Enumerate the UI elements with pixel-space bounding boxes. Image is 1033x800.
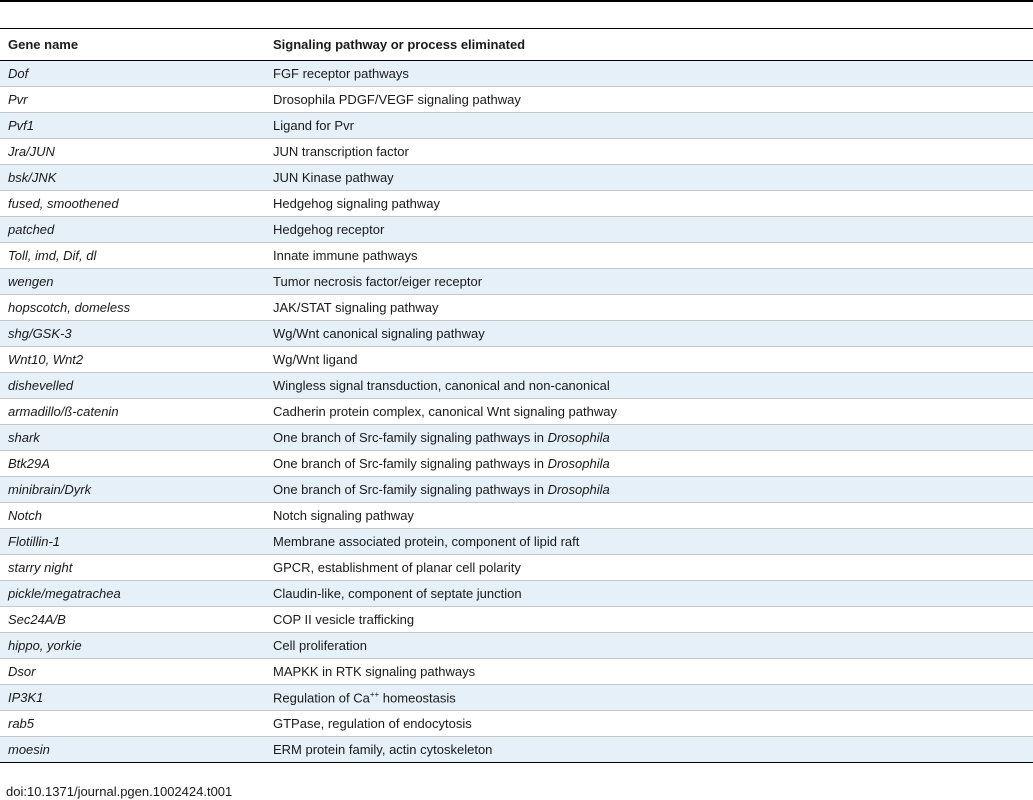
pathway-cell <box>265 737 1033 763</box>
table-row <box>0 269 1033 295</box>
pathway-cell <box>265 61 1033 87</box>
gene-name-cell: Btk29A <box>8 456 50 471</box>
table-row <box>0 347 1033 373</box>
gene-name-cell: Toll, imd, Dif, dl <box>8 248 97 263</box>
gene-name-cell: hopscotch, domeless <box>8 300 131 315</box>
pathway-cell <box>265 113 1033 139</box>
pathway-organism: Drosophila <box>547 482 610 497</box>
gene-name-cell: Dof <box>8 66 29 81</box>
pathway-text: Tumor necrosis factor/eiger receptor <box>273 274 483 289</box>
doi-caption: doi:10.1371/journal.pgen.1002424.t001 <box>6 784 233 799</box>
pathway-organism: Drosophila <box>547 430 610 445</box>
pathway-cell <box>265 503 1033 529</box>
table-row <box>0 399 1033 425</box>
pathway-cell <box>265 399 1033 425</box>
pathway-cell <box>265 685 1033 711</box>
gene-name-cell: shg/GSK-3 <box>8 326 72 341</box>
gene-name-cell: armadillo/ß-catenin <box>8 404 119 419</box>
pathway-text: JAK/STAT signaling pathway <box>273 300 439 315</box>
gene-name-cell: hippo, yorkie <box>8 638 82 653</box>
pathway-text: MAPKK in RTK signaling pathways <box>273 664 476 679</box>
table-row <box>0 607 1033 633</box>
pathway-text: Cadherin protein complex, canonical Wnt signaling pathway <box>273 404 617 419</box>
gene-name-cell: Notch <box>8 508 42 523</box>
pathway-cell <box>265 217 1033 243</box>
table-row <box>0 633 1033 659</box>
pathway-text: Wg/Wnt canonical signaling pathway <box>273 326 485 341</box>
pathway-text: One branch of Src-family signaling pathways in <box>273 430 548 445</box>
gene-name-cell: wengen <box>8 274 54 289</box>
pathway-cell <box>265 607 1033 633</box>
gene-name-cell: dishevelled <box>8 378 74 393</box>
gene-name-cell: Pvf1 <box>8 118 35 133</box>
pathway-text: Hedgehog signaling pathway <box>273 196 440 211</box>
table-row <box>0 295 1033 321</box>
table-row <box>0 477 1033 503</box>
pathway-cell <box>265 321 1033 347</box>
pathway-cell <box>265 373 1033 399</box>
pathway-text: ERM protein family, actin cytoskeleton <box>273 742 493 757</box>
gene-name-cell: Sec24A/B <box>8 612 66 627</box>
pathway-text: Ligand for Pvr <box>273 118 354 133</box>
table-row <box>0 659 1033 685</box>
pathway-cell <box>265 451 1033 477</box>
pathway-cell <box>265 347 1033 373</box>
gene-name-cell: shark <box>8 430 40 445</box>
pathway-text: GPCR, establishment of planar cell polarity <box>273 560 521 575</box>
pathway-cell <box>265 295 1033 321</box>
gene-table-container <box>0 28 1033 763</box>
gene-name-cell: IP3K1 <box>8 690 44 705</box>
header-row <box>0 29 1033 61</box>
pathway-text: Membrane associated protein, component of lipid raft <box>273 534 580 549</box>
gene-name-cell: Flotillin-1 <box>8 534 61 549</box>
table-row <box>0 737 1033 763</box>
pathway-text-suffix: homeostasis <box>379 690 456 706</box>
table-header <box>0 29 1033 61</box>
pathway-cell <box>265 581 1033 607</box>
table-row <box>0 373 1033 399</box>
table-row <box>0 503 1033 529</box>
table-row <box>0 581 1033 607</box>
gene-name-cell: Dsor <box>8 664 36 679</box>
gene-name-cell: minibrain/Dyrk <box>8 482 92 497</box>
table-row <box>0 217 1033 243</box>
table-row <box>0 529 1033 555</box>
pathway-organism: Drosophila <box>547 456 610 471</box>
table-row <box>0 451 1033 477</box>
pathway-text: Drosophila PDGF/VEGF signaling pathway <box>273 92 521 107</box>
pathway-text: Notch signaling pathway <box>273 508 414 523</box>
table-row <box>0 191 1033 217</box>
pathway-text: Claudin-like, component of septate junction <box>273 586 522 601</box>
pathway-cell <box>265 243 1033 269</box>
pathway-cell <box>265 529 1033 555</box>
pathway-text: One branch of Src-family signaling pathways in <box>273 456 548 471</box>
pathway-text: Wg/Wnt ligand <box>273 352 358 367</box>
pathway-text: Cell proliferation <box>273 638 367 653</box>
gene-name-cell: pickle/megatrachea <box>8 586 121 601</box>
pathway-text: Hedgehog receptor <box>273 222 385 237</box>
gene-name-cell: rab5 <box>8 716 35 731</box>
pathway-superscript: ++ <box>369 689 380 699</box>
pathway-text: GTPase, regulation of endocytosis <box>273 716 472 731</box>
header-gene-name: Gene name <box>8 37 79 52</box>
table-row <box>0 321 1033 347</box>
table-row <box>0 139 1033 165</box>
pathway-text: Innate immune pathways <box>273 248 418 263</box>
table-row <box>0 555 1033 581</box>
header-pathway: Signaling pathway or process eliminated <box>273 37 526 52</box>
pathway-cell <box>265 87 1033 113</box>
table-row <box>0 685 1033 711</box>
table-row <box>0 113 1033 139</box>
gene-table <box>0 28 1033 763</box>
gene-name-cell: bsk/JNK <box>8 170 57 185</box>
pathway-cell <box>265 659 1033 685</box>
pathway-text: JUN transcription factor <box>273 144 409 159</box>
table-row <box>0 165 1033 191</box>
gene-name-cell: patched <box>8 222 55 237</box>
gene-name-cell: moesin <box>8 742 50 757</box>
pathway-text: COP II vesicle trafficking <box>273 612 415 627</box>
gene-name-cell: Pvr <box>8 92 28 107</box>
pathway-text: JUN Kinase pathway <box>273 170 394 185</box>
table-row <box>0 425 1033 451</box>
table-body <box>0 61 1033 763</box>
pathway-text: One branch of Src-family signaling pathways in <box>273 482 548 497</box>
pathway-cell <box>265 711 1033 737</box>
top-rule <box>0 0 1033 2</box>
table-row <box>0 61 1033 87</box>
pathway-cell <box>265 555 1033 581</box>
gene-name-cell: fused, smoothened <box>8 196 119 211</box>
pathway-cell <box>265 633 1033 659</box>
pathway-text: Wingless signal transduction, canonical and non-canonical <box>273 378 610 393</box>
pathway-text: Regulation of Ca <box>273 690 370 706</box>
pathway-cell <box>265 191 1033 217</box>
table-row <box>0 87 1033 113</box>
pathway-cell <box>265 139 1033 165</box>
table-row <box>0 711 1033 737</box>
pathway-cell <box>265 477 1033 503</box>
pathway-text: FGF receptor pathways <box>273 66 409 81</box>
pathway-cell <box>265 425 1033 451</box>
gene-name-cell: Wnt10, Wnt2 <box>8 352 84 367</box>
gene-name-cell: starry night <box>8 560 73 575</box>
pathway-cell <box>265 269 1033 295</box>
table-row <box>0 243 1033 269</box>
pathway-cell <box>265 165 1033 191</box>
gene-name-cell: Jra/JUN <box>8 144 55 159</box>
